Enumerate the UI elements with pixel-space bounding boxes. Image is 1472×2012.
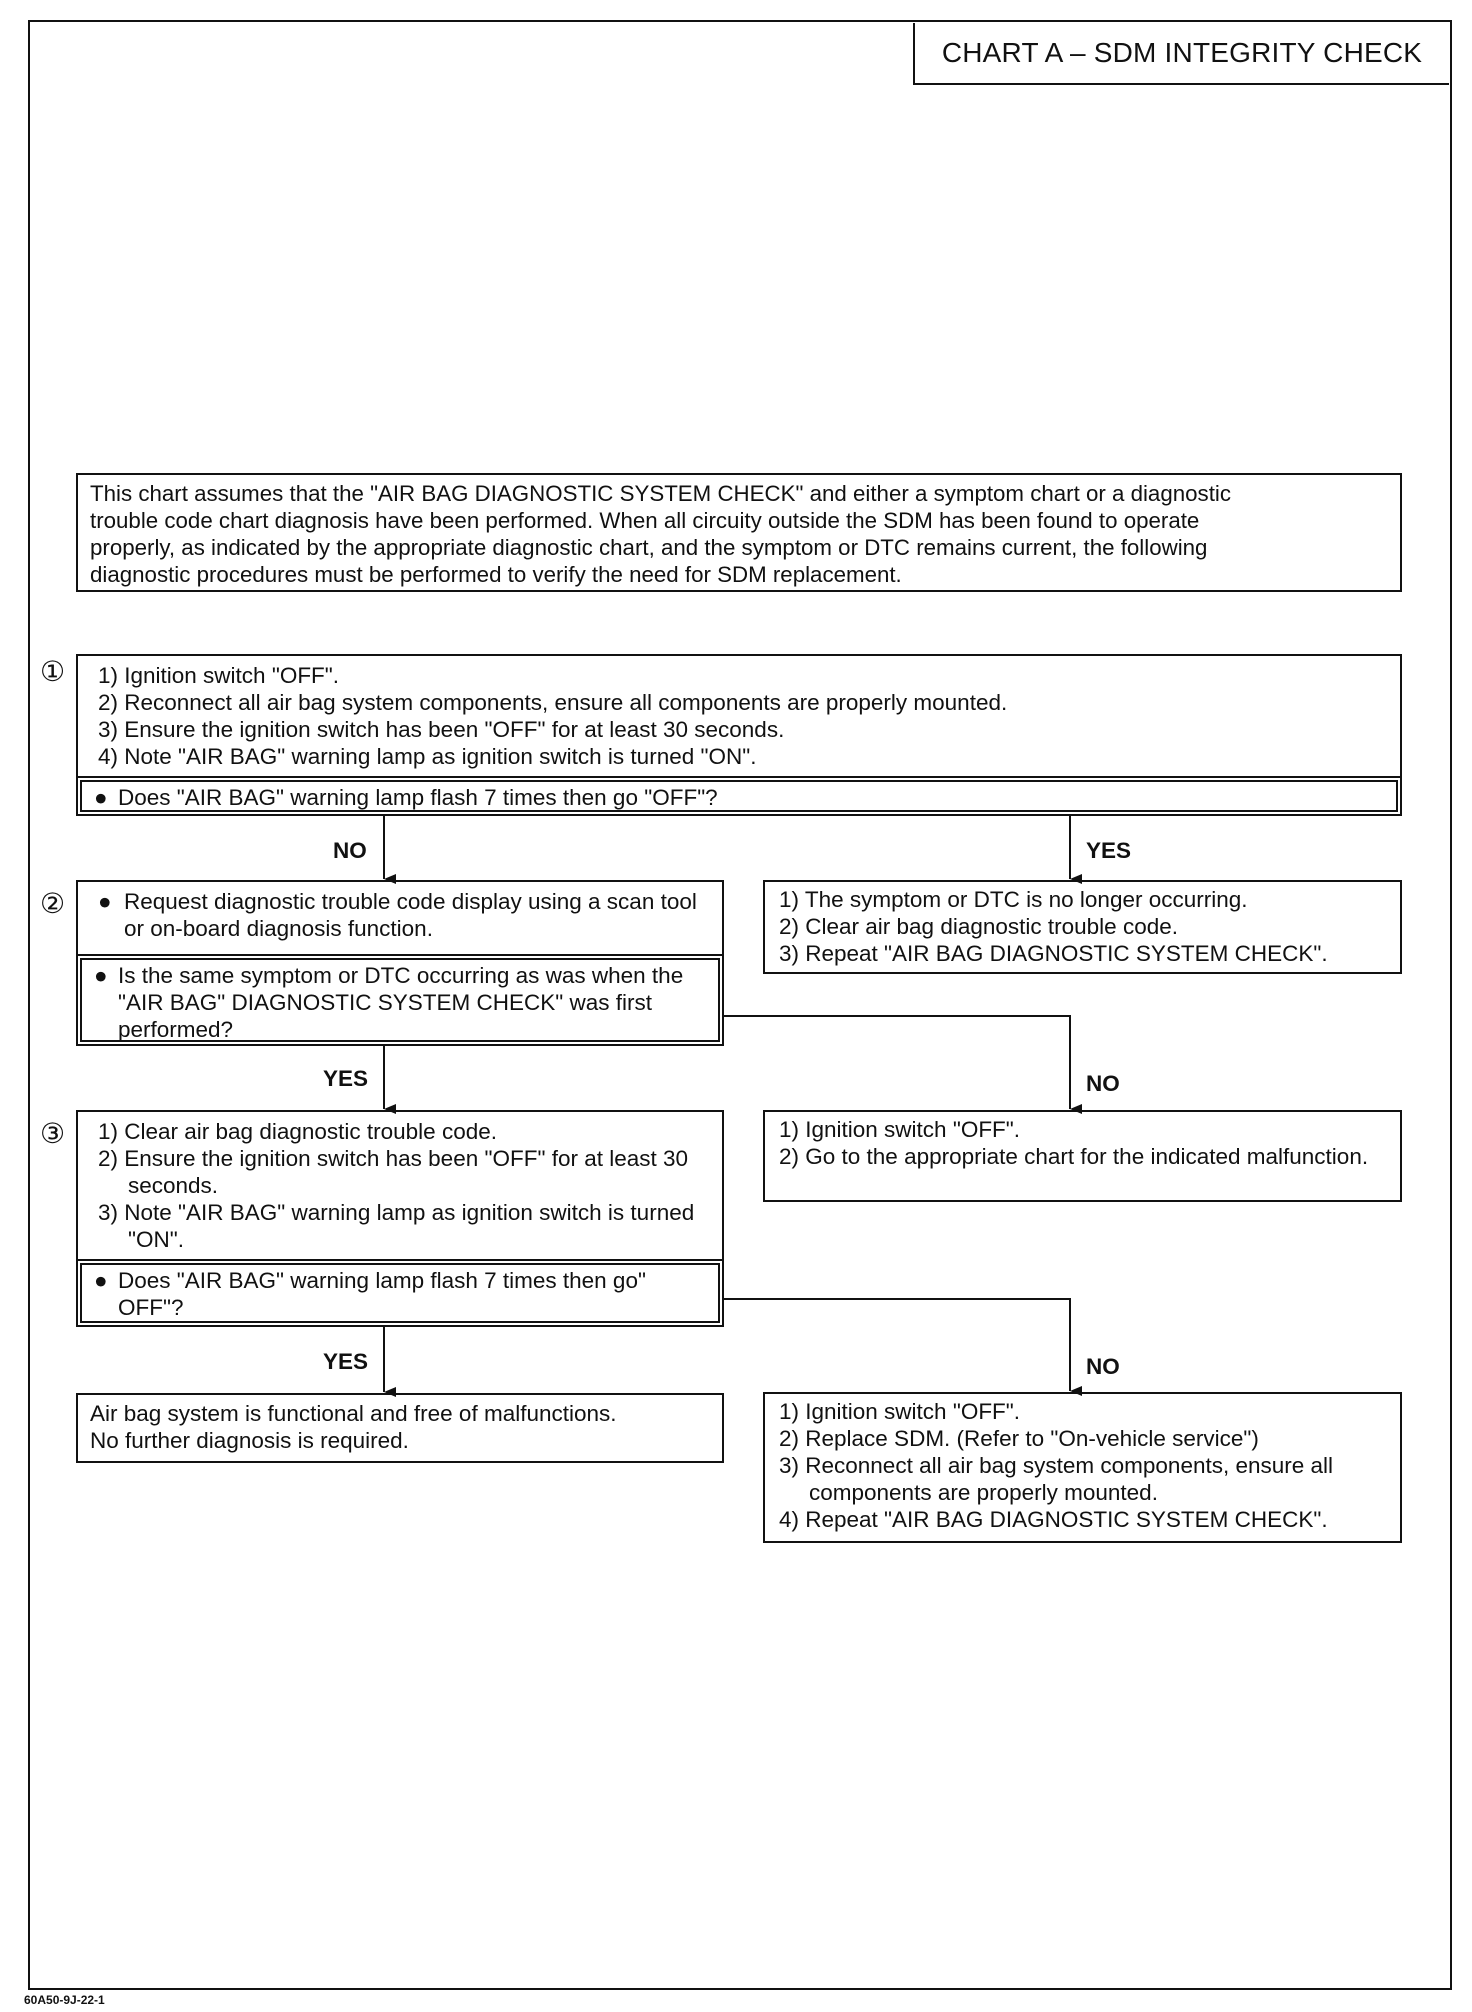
arrow-step2-no	[724, 1016, 1070, 1109]
step-2-question: Is the same symptom or DTC occurring as was when the "AIR BAG" DIAGNOSTIC SYSTEM CHECK" was first performed?	[118, 963, 684, 1042]
step-3-number: ③	[40, 1118, 66, 1149]
branch-2-yes-label: YES	[323, 1066, 369, 1091]
step-2-action: Request diagnostic trouble code display using a scan tool or on-board diagnosis function.	[124, 889, 697, 941]
bullet-icon: ●	[94, 785, 108, 810]
step-2-number: ②	[40, 888, 66, 919]
footer-code: 60A50-9J-22-1	[24, 1993, 105, 2007]
no-2-result-line: 1) Ignition switch "OFF".	[779, 1117, 1021, 1142]
no-3-result-line: 4) Repeat "AIR BAG DIAGNOSTIC SYSTEM CHECK".	[779, 1507, 1328, 1532]
step-1-question: Does "AIR BAG" warning lamp flash 7 times then go "OFF"?	[118, 785, 718, 810]
step-1-action: 3) Ensure the ignition switch has been "OFF" for at least 30 seconds.	[98, 717, 785, 742]
step-1-action: 2) Reconnect all air bag system components, ensure all components are properly mounted.	[98, 690, 1008, 715]
yes-3-result-line: Air bag system is functional and free of malfunctions.	[90, 1401, 617, 1426]
step-1-action: 4) Note "AIR BAG" warning lamp as ignition switch is turned "ON".	[98, 744, 757, 769]
step-3-question: Does "AIR BAG" warning lamp flash 7 times then go" OFF"?	[118, 1268, 646, 1320]
bullet-icon: ●	[94, 1268, 108, 1293]
intro-line: trouble code chart diagnosis have been performed. When all circuity outside the SDM has been found to operate	[90, 508, 1200, 533]
step-3-action: 1) Clear air bag diagnostic trouble code.	[98, 1119, 497, 1144]
no-3-result-line: 2) Replace SDM. (Refer to "On-vehicle service")	[779, 1426, 1259, 1451]
no-3-result-line: 1) Ignition switch "OFF".	[779, 1399, 1021, 1424]
step-3-action: 3) Note "AIR BAG" warning lamp as ignition switch is turned "ON".	[98, 1200, 695, 1252]
yes-1-result-line: 2) Clear air bag diagnostic trouble code.	[779, 914, 1178, 939]
arrow-step3-no	[724, 1299, 1070, 1391]
bullet-icon: ●	[98, 889, 112, 914]
branch-1-yes-label: YES	[1086, 838, 1132, 863]
yes-1-result-line: 1) The symptom or DTC is no longer occurring.	[779, 887, 1248, 912]
branch-3-yes-label: YES	[323, 1349, 369, 1374]
intro-line: This chart assumes that the "AIR BAG DIAGNOSTIC SYSTEM CHECK" and either a symptom chart or a diagnostic	[90, 481, 1231, 506]
step-3-action: 2) Ensure the ignition switch has been "OFF" for at least 30 seconds.	[98, 1146, 689, 1198]
no-2-result-line: 2) Go to the appropriate chart for the indicated malfunction.	[779, 1144, 1369, 1169]
yes-1-result-line: 3) Repeat "AIR BAG DIAGNOSTIC SYSTEM CHECK".	[779, 941, 1328, 966]
branch-2-no-label: NO	[1086, 1071, 1120, 1096]
branch-1-no-label: NO	[333, 838, 367, 863]
chart-title: CHART A – SDM INTEGRITY CHECK	[913, 23, 1449, 85]
bullet-icon: ●	[94, 963, 108, 988]
branch-3-no-label: NO	[1086, 1354, 1120, 1379]
no-3-result-line: 3) Reconnect all air bag system components, ensure all components are properly mounted.	[779, 1453, 1334, 1505]
step-1-action: 1) Ignition switch "OFF".	[98, 663, 340, 688]
step-1-number: ①	[40, 656, 66, 687]
yes-3-result-line: No further diagnosis is required.	[90, 1428, 409, 1453]
intro-line: diagnostic procedures must be performed to verify the need for SDM replacement.	[90, 562, 902, 587]
intro-line: properly, as indicated by the appropriate diagnostic chart, and the symptom or DTC remains current, the following	[90, 535, 1208, 560]
